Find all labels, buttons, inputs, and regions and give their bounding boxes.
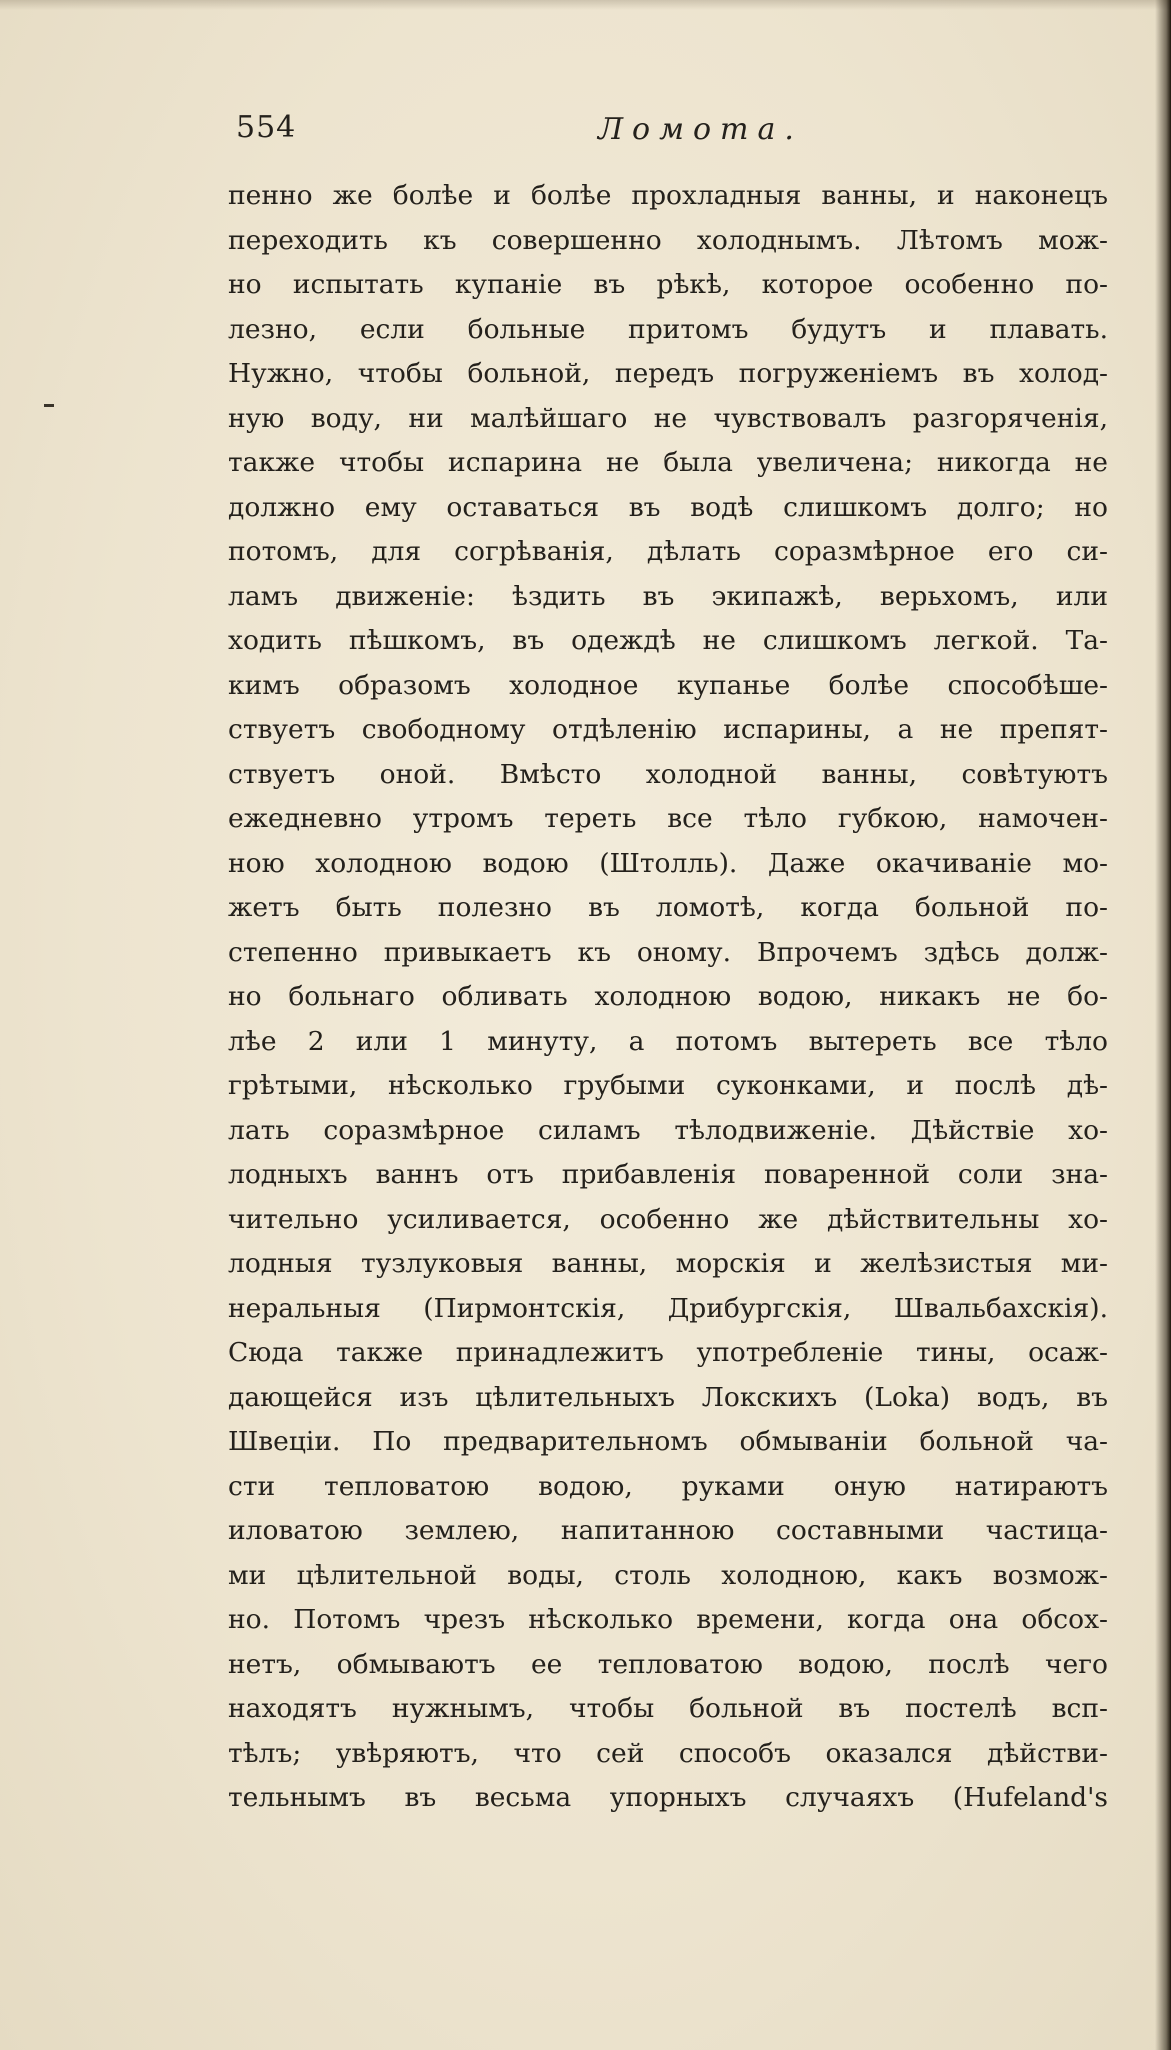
page-number: 554	[236, 110, 297, 145]
text-line: Нужно, чтобы больной, передъ погруженіемъ въ холод-	[228, 358, 1108, 389]
text-line: кимъ образомъ холодное купанье болѣе способѣше-	[228, 669, 1108, 701]
text-line: неральныя (Пирмонтскія, Дрибургскія, Швальбахскія).	[228, 1292, 1108, 1324]
text-line: тельнымъ въ весьма упорныхъ случаяхъ (Hufeland's	[228, 1782, 1108, 1813]
text-line: Сюда также принадлежитъ употребленіе тины, осаж-	[228, 1337, 1108, 1368]
text-line: находятъ нужнымъ, чтобы больной въ постелѣ всп-	[228, 1693, 1108, 1724]
text-line: ствуетъ оной. Вмѣсто холодной ванны, совѣтуютъ	[228, 758, 1108, 790]
binding-edge-shadow	[1155, 0, 1171, 2050]
text-line: Швеціи. По предварительномъ обмываніи больной ча-	[228, 1426, 1108, 1457]
text-line: лать соразмѣрное силамъ тѣлодвиженіе. Дѣйствіе хо-	[228, 1114, 1108, 1146]
text-line: переходить къ совершенно холоднымъ. Лѣтомъ мож-	[228, 224, 1108, 256]
body-text	[228, 174, 1108, 1821]
text-line: ходить пѣшкомъ, въ одеждѣ не слишкомъ легкой. Та-	[228, 625, 1108, 656]
text-line: ламъ движеніе: ѣздить въ экипажѣ, верьхомъ, или	[228, 580, 1108, 612]
text-line: ную воду, ни малѣйшаго не чувствовалъ разгоряченія,	[228, 402, 1108, 434]
text-line: но испытать купаніе въ рѣкѣ, которое особенно по-	[228, 269, 1108, 300]
text-line: чительно усиливается, особенно же дѣйствительны хо-	[228, 1203, 1108, 1235]
text-line: пенно же болѣе и болѣе прохладныя ванны, и наконецъ	[228, 180, 1108, 211]
text-line: лѣе 2 или 1 минуту, а потомъ вытереть все тѣло	[228, 1025, 1108, 1057]
text-line: но. Потомъ чрезъ нѣсколько времени, когда она обсох-	[228, 1604, 1108, 1635]
text-line: лодныхъ ваннъ отъ прибавленія поваренной соли зна-	[228, 1159, 1108, 1190]
text-line: сти тепловатою водою, руками оную натираютъ	[228, 1470, 1108, 1502]
text-line: степенно привыкаетъ къ оному. Впрочемъ здѣсь долж-	[228, 936, 1108, 968]
text-line: ствуетъ свободному отдѣленію испарины, а не препят-	[228, 714, 1108, 745]
text-line: должно ему оставаться въ водѣ слишкомъ долго; но	[228, 491, 1108, 523]
text-line: тѣлъ; увѣряютъ, что сей способъ оказался дѣйстви-	[228, 1737, 1108, 1769]
text-line: грѣтыми, нѣсколько грубыми суконками, и послѣ дѣ-	[228, 1070, 1108, 1101]
text-line: иловатою землею, напитанною составными частица-	[228, 1515, 1108, 1546]
running-title: Ломота.	[598, 112, 803, 147]
margin-mark	[44, 404, 54, 407]
text-line: потомъ, для согрѣванія, дѣлать соразмѣрное его си-	[228, 536, 1108, 567]
text-line: нетъ, обмываютъ ее тепловатою водою, послѣ чего	[228, 1648, 1108, 1680]
text-line: жетъ быть полезно въ ломотѣ, когда больной по-	[228, 892, 1108, 923]
text-line: ежедневно утромъ тереть все тѣло губкою, намочен-	[228, 803, 1108, 834]
page-top-shadow	[0, 0, 1171, 10]
text-line: лезно, если больные притомъ будутъ и плавать.	[228, 313, 1108, 345]
text-line: ми цѣлительной воды, столь холодною, какъ возмож-	[228, 1559, 1108, 1591]
text-line: дающейся изъ цѣлительныхъ Локскихъ (Loka) водъ, въ	[228, 1381, 1108, 1413]
text-line: но больнаго обливать холодною водою, никакъ не бо-	[228, 981, 1108, 1012]
text-line: также чтобы испарина не была увеличена; никогда не	[228, 447, 1108, 478]
text-line: лодныя тузлуковыя ванны, морскія и желѣзистыя ми-	[228, 1248, 1108, 1279]
text-line: ною холодною водою (Штолль). Даже окачиваніе мо-	[228, 847, 1108, 879]
